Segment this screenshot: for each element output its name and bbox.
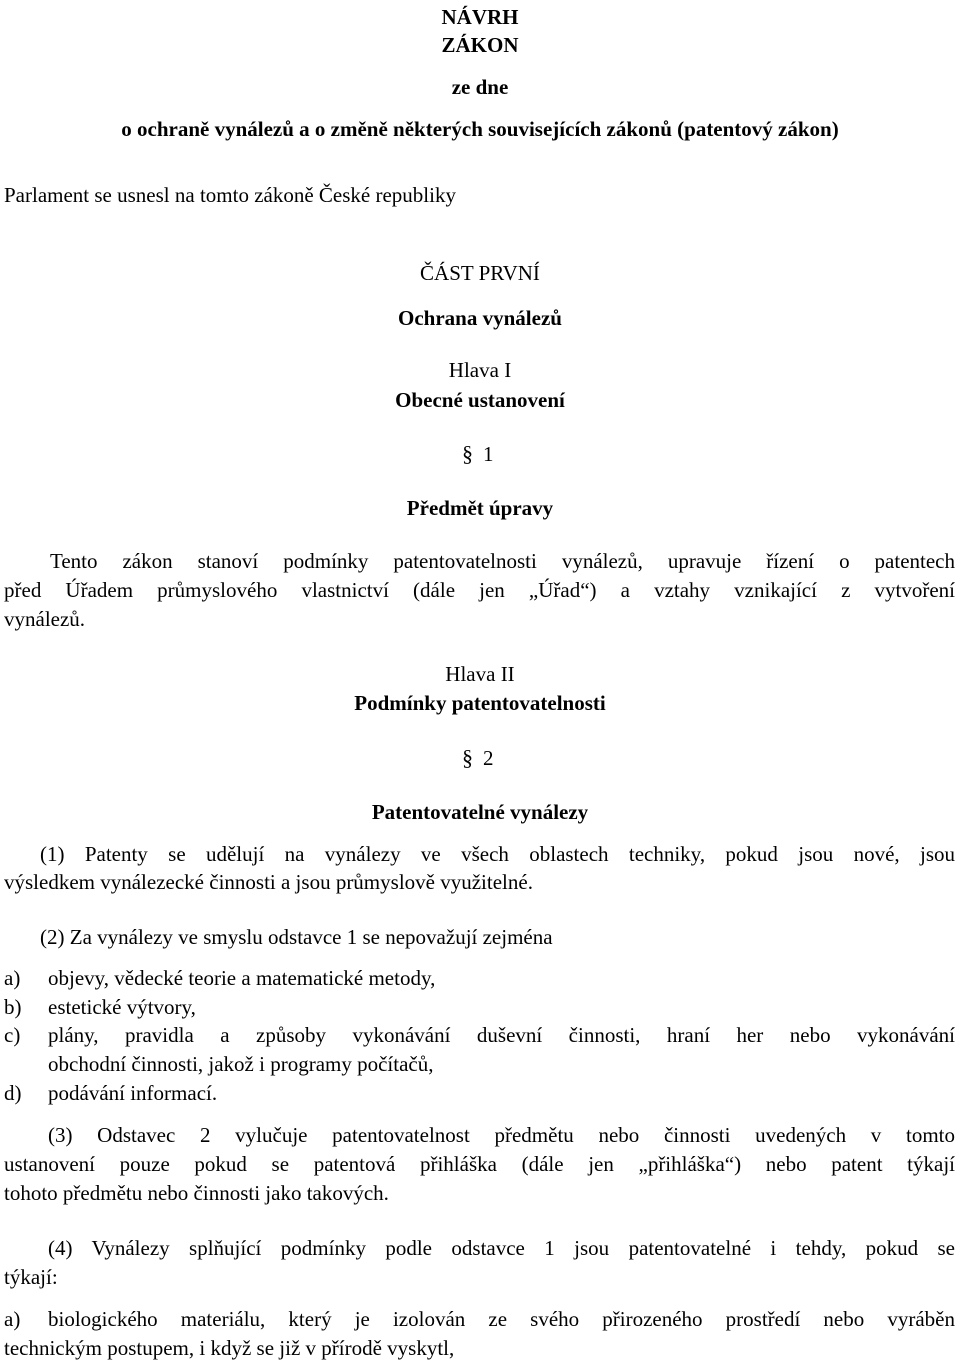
preamble: Parlament se usnesl na tomto zákoně České republiky <box>4 183 456 207</box>
list-marker-d: d) <box>4 1081 22 1105</box>
section-2-heading: Patentovatelné vynálezy <box>371 800 589 824</box>
section-2-number: 2 <box>483 746 494 770</box>
part-title: Ochrana vynálezů <box>398 306 562 330</box>
paragraph-3-line-3: tohoto předmětu nebo činnosti jako takových. <box>4 1181 389 1205</box>
paragraph-3-line-2: ustanovení pouze pokud se patentová přihláška (dále jen „přihláška“) nebo patent týkají <box>4 1152 955 1176</box>
paragraph-2-intro: (2) Za vynálezy ve smyslu odstavce 1 se nepovažují zejména <box>40 925 553 949</box>
list-item-a: objevy, vědecké teorie a matematické metody, <box>48 966 436 990</box>
paragraph-4-line-2: týkají: <box>4 1265 58 1289</box>
section-1-sign: § <box>462 441 473 466</box>
list-item-b: estetické výtvory, <box>48 995 196 1019</box>
paragraph-1-line-1: (1) Patenty se udělují na vynálezy ve všech oblastech techniky, pokud jsou nové, jsou <box>40 842 955 866</box>
list-item-c-line-2: obchodní činnosti, jakož i programy počítačů, <box>48 1052 434 1076</box>
draft-label: NÁVRH <box>441 5 519 29</box>
list-item-d: podávání informací. <box>48 1081 218 1105</box>
list-item-4a-line-1: biologického materiálu, který je izolován ze svého přirozeného prostředí nebo vyráběn <box>48 1307 955 1331</box>
date-line: ze dne <box>451 75 509 99</box>
law-title: o ochraně vynálezů a o změně některých souvisejících zákonů (patentový zákon) <box>121 117 839 141</box>
list-marker-b: b) <box>4 995 22 1019</box>
doc-type: ZÁKON <box>441 33 519 57</box>
chapter-1-label: Hlava I <box>448 358 512 382</box>
list-item-4a-line-2: technickým postupem, i když se již v přírodě vyskytl, <box>4 1336 455 1360</box>
list-marker-c: c) <box>4 1023 21 1047</box>
chapter-2-title: Podmínky patentovatelnosti <box>354 691 606 715</box>
section-1-number: 1 <box>483 442 494 466</box>
part-label: ČÁST PRVNÍ <box>420 261 540 285</box>
paragraph-1-line-2: výsledkem vynálezecké činnosti a jsou průmyslově využitelné. <box>4 870 533 894</box>
section-1-text-line-1: Tento zákon stanoví podmínky patentovatelnosti vynálezů, upravuje řízení o patentech <box>50 549 955 573</box>
chapter-2-label: Hlava II <box>445 662 515 686</box>
section-1-text-line-3: vynálezů. <box>4 607 86 631</box>
list-marker-4a: a) <box>4 1307 21 1331</box>
section-1-heading: Předmět úpravy <box>406 496 554 520</box>
paragraph-4-line-1: (4) Vynálezy splňující podmínky podle odstavce 1 jsou patentovatelné i tehdy, pokud se <box>48 1236 955 1260</box>
paragraph-3-line-1: (3) Odstavec 2 vylučuje patentovatelnost předmětu nebo činnosti uvedených v tomto <box>48 1123 955 1147</box>
section-1-text-line-2: před Úřadem průmyslového vlastnictví (dále jen „Úřad“) a vztahy vznikající z vytvoření <box>4 578 955 602</box>
list-item-c-line-1: plány, pravidla a způsoby vykonávání duševní činnosti, hraní her nebo vykonávání <box>48 1023 955 1047</box>
section-2-sign: § <box>462 745 473 770</box>
chapter-1-title: Obecné ustanovení <box>395 388 565 412</box>
list-marker-a: a) <box>4 966 21 990</box>
